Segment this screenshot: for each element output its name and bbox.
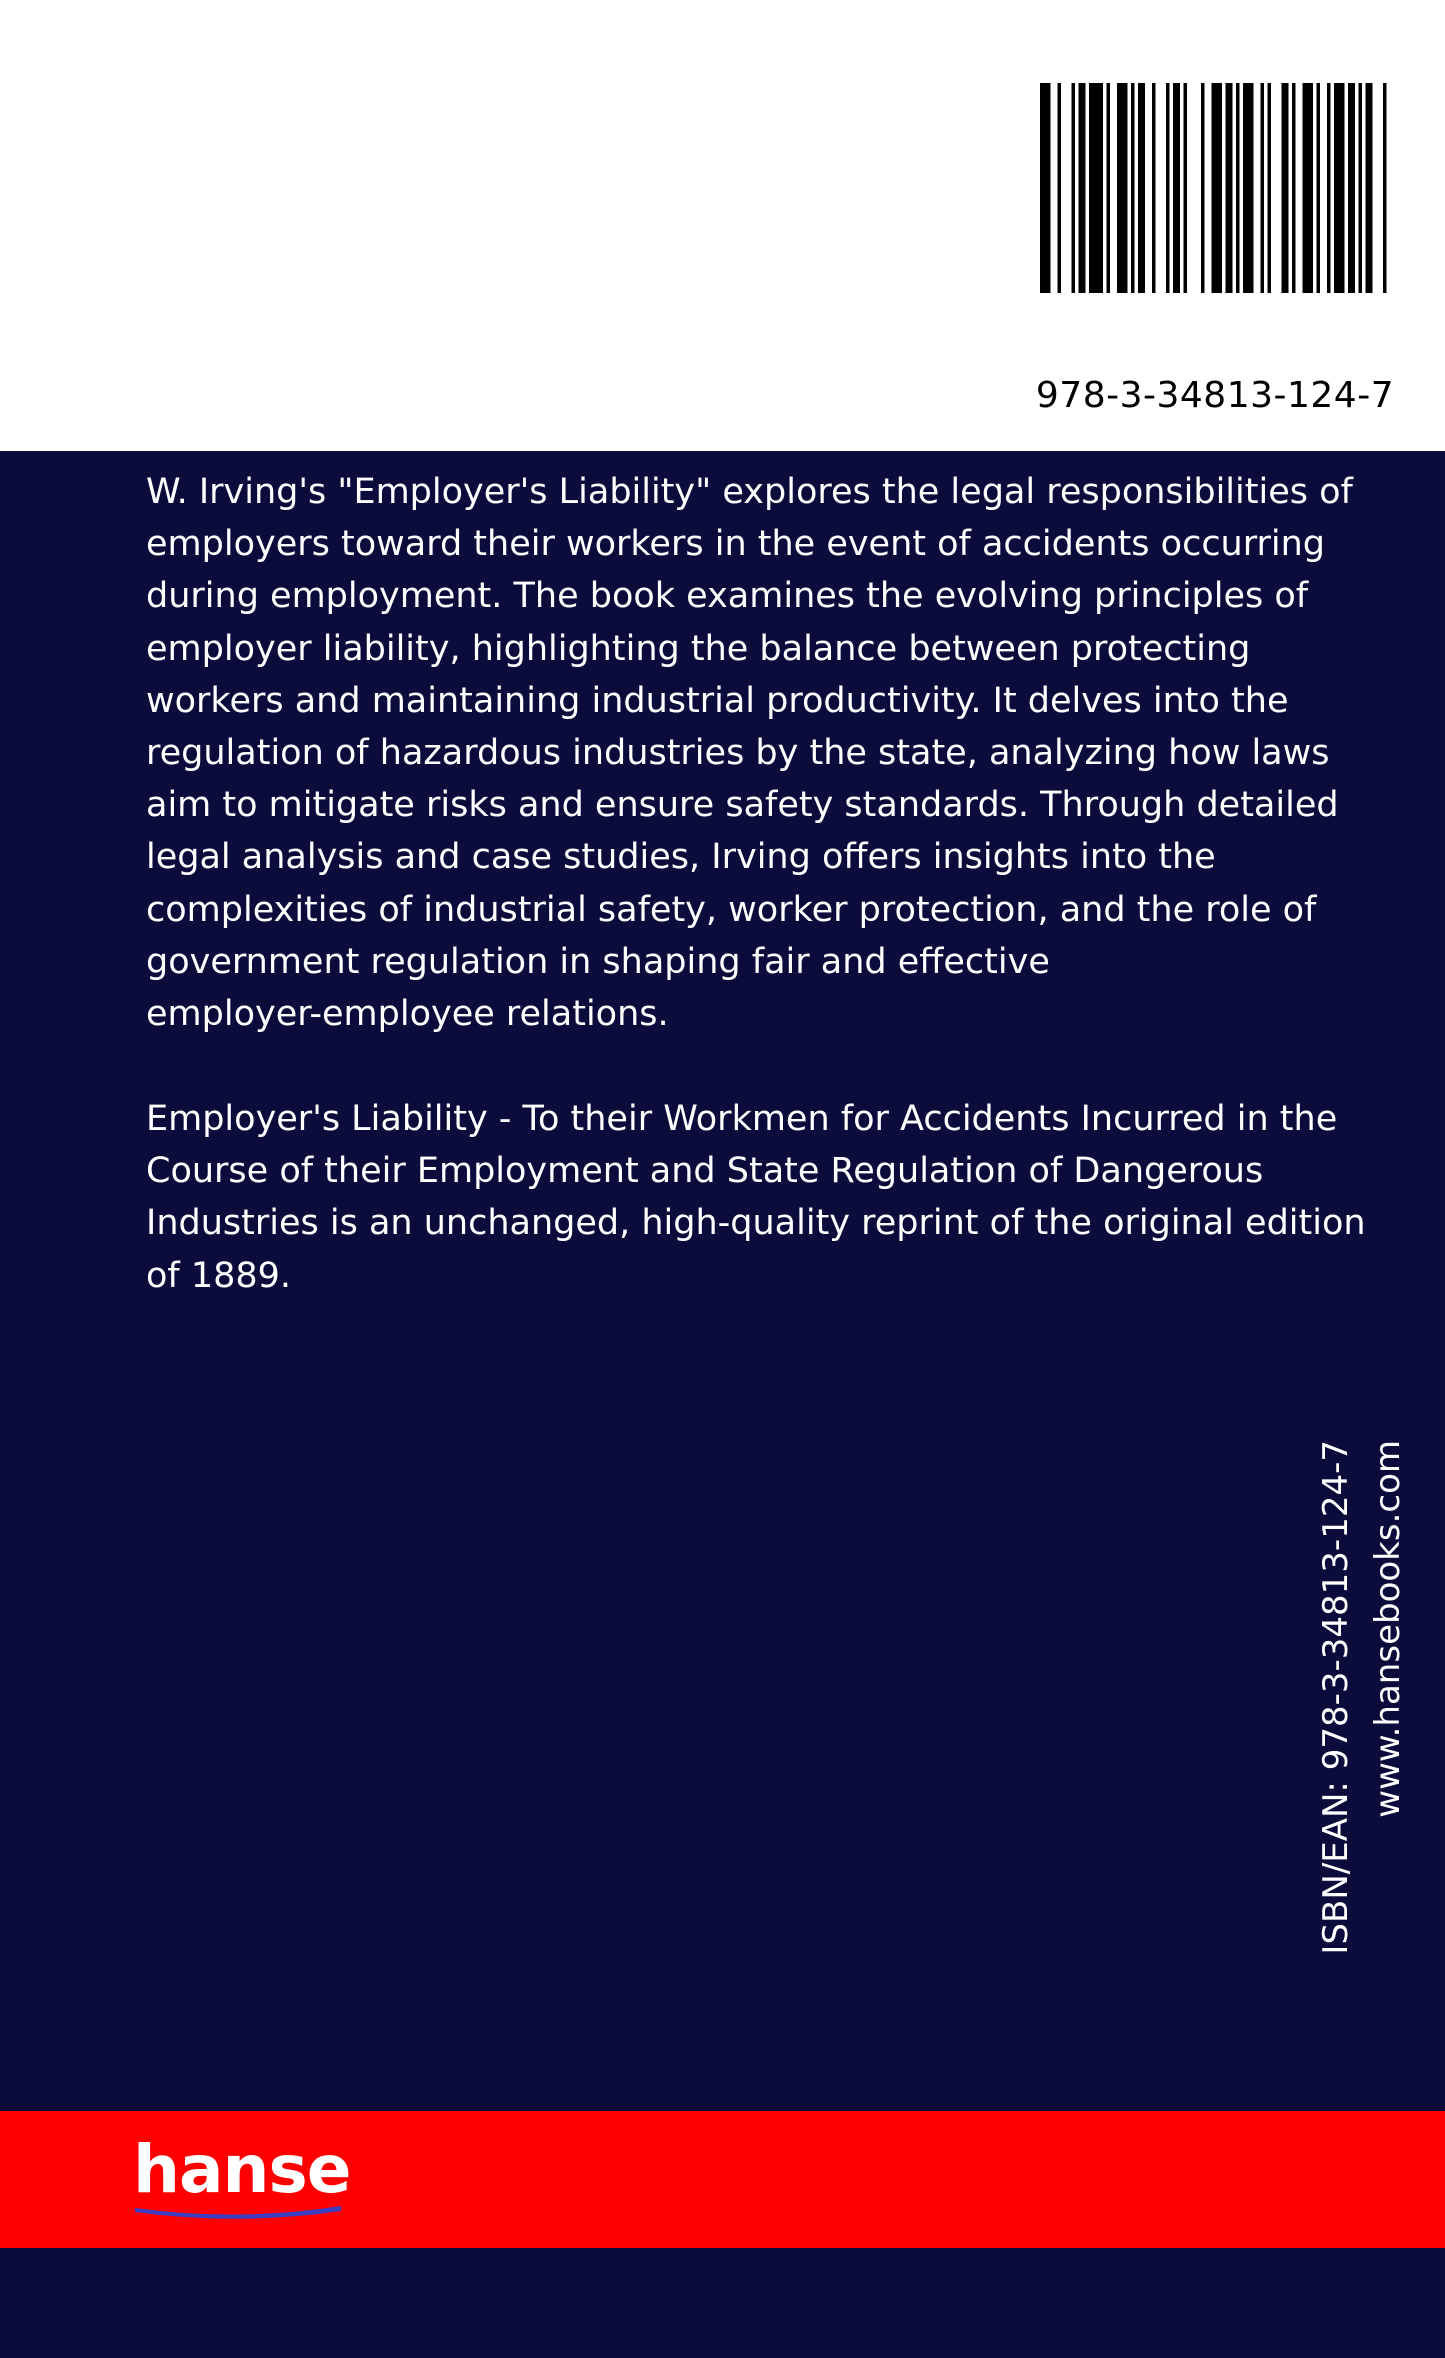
- barcode-bar: [1383, 83, 1387, 293]
- barcode-bar: [1243, 83, 1254, 293]
- barcode-bar: [1131, 83, 1135, 293]
- barcode-bar: [1236, 83, 1240, 293]
- book-description: W. Irving's "Employer's Liability" explores the legal responsibilities of employers toward their workers in the event of accidents occurring during employment. The book examines the evolving principles of employer liability, highlighting the balance between protecting workers and maintaining industrial productivity. It delves into the regulation of hazardous industries by the state, analyzing how laws aim to mitigate risks and ensure safety standards. Through detailed legal analysis and case studies, Irving offers insights into the complexities of industrial safety, worker protection, and the role of government regulation in shaping fair and effective employer-employee relations.: [146, 472, 1353, 1035]
- barcode-bar: [1173, 83, 1180, 293]
- spine-info: [1310, 1440, 1420, 1980]
- barcode-bar: [1268, 83, 1272, 293]
- barcode: [1035, 83, 1395, 416]
- barcode-bar: [1117, 83, 1128, 293]
- bottom-band: [0, 2248, 1445, 2358]
- barcode-bar: [1184, 83, 1188, 293]
- barcode-bar: [1040, 83, 1051, 293]
- barcode-bar: [1348, 83, 1355, 293]
- barcode-bar: [1212, 83, 1223, 293]
- barcode-bar: [1107, 83, 1111, 293]
- barcode-bar: [1303, 83, 1314, 293]
- barcode-bar: [1334, 83, 1345, 293]
- barcode-bar: [1317, 83, 1321, 293]
- barcode-bar: [1201, 83, 1205, 293]
- barcode-bar: [1261, 83, 1265, 293]
- reprint-note: Employer's Liability - To their Workmen for Accidents Incurred in the Course of their Employment and State Regulation of Dangerous Industries is an unchanged, high-quality reprint of the original edition of 1889.: [146, 1099, 1366, 1296]
- barcode-bars: [1040, 83, 1390, 293]
- logo-wordmark: hanse: [133, 2131, 351, 2208]
- barcode-bar: [1138, 83, 1145, 293]
- barcode-bar: [1072, 83, 1076, 293]
- publisher-website: www.hansebooks.com: [1368, 1440, 1408, 1818]
- barcode-bar: [1327, 83, 1331, 293]
- barcode-area: [0, 0, 1445, 451]
- barcode-bar: [1058, 83, 1062, 293]
- barcode-bar: [1366, 83, 1373, 293]
- barcode-bar: [1079, 83, 1086, 293]
- barcode-number: 978-3-34813-124-7: [1035, 375, 1395, 416]
- hanse-logo: [133, 2130, 351, 2230]
- barcode-bar: [1226, 83, 1233, 293]
- barcode-bar: [1152, 83, 1156, 293]
- barcode-bar: [1292, 83, 1296, 293]
- barcode-bar: [1359, 83, 1363, 293]
- isbn-label: ISBN/EAN: 978-3-34813-124-7: [1316, 1440, 1356, 1955]
- barcode-bar: [1089, 83, 1103, 293]
- logo-swoosh-icon: [133, 2200, 343, 2222]
- barcode-bar: [1166, 83, 1170, 293]
- barcode-bar: [1282, 83, 1289, 293]
